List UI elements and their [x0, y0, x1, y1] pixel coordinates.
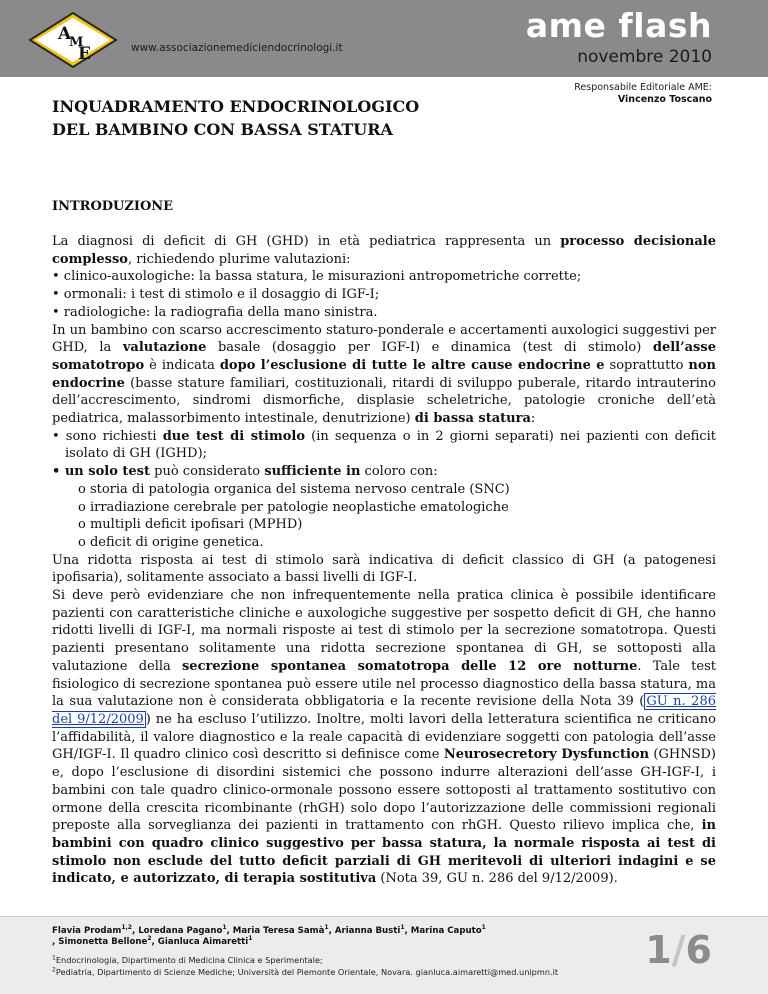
sub-bullet-item: o irradiazione cerebrale per patologie neoplastiche ematologiche — [78, 499, 509, 515]
editor-label: Responsabile Editoriale AME: — [574, 82, 712, 93]
editor-name: Vincenzo Toscano — [617, 94, 712, 105]
ame-flash-title: ame flash — [525, 6, 712, 45]
affiliation-2: $^2$Pediatria, Dipartimento di Scienze Mediche; Università del Piemonte Orientale, Novara. gianluca.aimaretti@med.unipmn.it — [52, 966, 559, 977]
svg-text:E: E — [78, 44, 91, 64]
title-line-2: DEL BAMBINO CON BASSA STATURA — [52, 119, 393, 139]
bullet-item: • sono richiesti due test di stimolo (in sequenza o in 2 giorni separati) nei pazienti con deficit isolato di GH (IGHD); — [52, 428, 716, 462]
svg-text:A: A — [58, 24, 72, 44]
paragraph-spontaneous-secretion: Si deve però evidenziare che non infrequentemente nella pratica clinica è possibile identificare pazienti con caratteristiche cliniche e auxologiche suggestive per sospetto deficit di GH, che hanno ridotti livelli di IGF-I, ma normali risposte ai test di stimolo per la secrezione somatotropa. Questi pazienti presentano solitamente una ridotta secrezione spontanea di GH, se sottoposti alla valutazione della secrezione spontanea somatotropa delle 12 ore notturne. Tale test fisiologico di secrezione spontanea può essere utile nel processo diagnostico della bassa statura, ma la sua valutazione non è considerata obbligatoria e la recente revisione della Nota 39 ( GU n. 286 del 9/12/2009 ) ne ha escluso l’utilizzo. Inoltre, molti lavori della letteratura scientifica ne criticano l’affidabilità, il valore diagnostico e la reale capacità di evidenziare soggetti con patologia dell’asse GH/IGF-I. Il quadro clinico così descritto si definisce come Neurosecretory Dysfunction (GHNSD) e, dopo l’esclusione di disordini sistemici che possono indurre alterazioni dell’asse GH-IGF-I, i bambini con tale quadro clinico-ormonale possono essere sottoposti al trattamento sostitutivo con ormone della crescita ricombinante (rhGH) solo dopo l’autorizzazione delle commissioni regionali preposte alla sorveglianza dei pazienti in trattamento con rhGH. Questo rilievo implica che, in bambini con quadro clinico suggestivo per bassa statura, la normale risposta ai test di stimolo non esclude del tutto deficit parziali di GH meritevoli di ulteriori indagini e se indicato, e autorizzato, di terapia sostitutiva (Nota 39, GU n. 286 del 9/12/2009). — [52, 588, 716, 887]
affiliation-1: $^1$Endocrinologia, Dipartimento di Medicina Clinica e Sperimentale; — [52, 954, 323, 965]
sub-bullet-item: o storia di patologia organica del sistema nervoso centrale (SNC) — [78, 481, 510, 497]
body-text — [52, 233, 716, 888]
paragraph-response: Una ridotta risposta ai test di stimolo sarà indicativa di deficit classico di GH (a patogenesi ipofisaria), solitamente associato a bassi livelli di IGF-I. — [52, 552, 716, 586]
section-heading: INTRODUZIONE — [52, 199, 174, 214]
page-number: 1/6 — [645, 928, 712, 972]
document-title — [52, 96, 419, 141]
svg-text:M: M — [69, 35, 84, 50]
paragraph-intro: La diagnosi di deficit di GH (GHD) in età pediatrica rappresenta un processo decisionale complesso, richiedendo plurime valutazioni: — [52, 234, 717, 267]
authors-list: Flavia Prodam$^{1,2}$, Loredana Pagano$^1$, Maria Teresa Samà$^1$, Arianna Busti$^1$, Marina Caputo$^1$ , Simonetta Bellone$^2$, Gianluca Aimaretti$^1$ — [52, 924, 486, 947]
gu-reference-link[interactable]: GU n. 286 del 9/12/2009 — [52, 694, 716, 727]
sub-bullet-item: o deficit di origine genetica. — [78, 534, 264, 550]
bullet-item: • radiologiche: la radiografia della mano sinistra. — [52, 304, 378, 320]
bullet-item: • clinico-auxologiche: la bassa statura, le misurazioni antropometriche corrette; — [52, 269, 582, 285]
title-line-1: INQUADRAMENTO ENDOCRINOLOGICO — [52, 97, 420, 116]
bullet-item: • ormonali: i test di stimolo e il dosaggio di IGF-I; — [52, 287, 380, 303]
website-url[interactable]: www.associazionemediciendocrinologi.it — [131, 42, 343, 54]
bullet-item: • un solo test può considerato sufficiente in coloro con: — [52, 464, 438, 480]
ame-logo — [26, 12, 120, 68]
sub-bullet-item: o multipli deficit ipofisari (MPHD) — [78, 517, 303, 533]
issue-date: novembre 2010 — [577, 47, 712, 67]
header-band — [0, 0, 768, 77]
paragraph-evaluation: In un bambino con scarso accrescimento staturo-ponderale e accertamenti auxologici suggestivi per GHD, la valutazione basale (dosaggio per IGF-I) e dinamica (test di stimolo) dell’asse somatotropo è indicata dopo l’esclusione di tutte le altre cause endocrine e soprattutto non endocrine (basse stature familiari, costituzionali, ritardi di sviluppo puberale, ritardo intrauterino dell’accrescimento, sindromi dismorfiche, displasie scheletriche, patologie croniche dell’età pediatrica, malassorbimento intestinale, denutrizione) di bassa statura: — [52, 322, 716, 427]
